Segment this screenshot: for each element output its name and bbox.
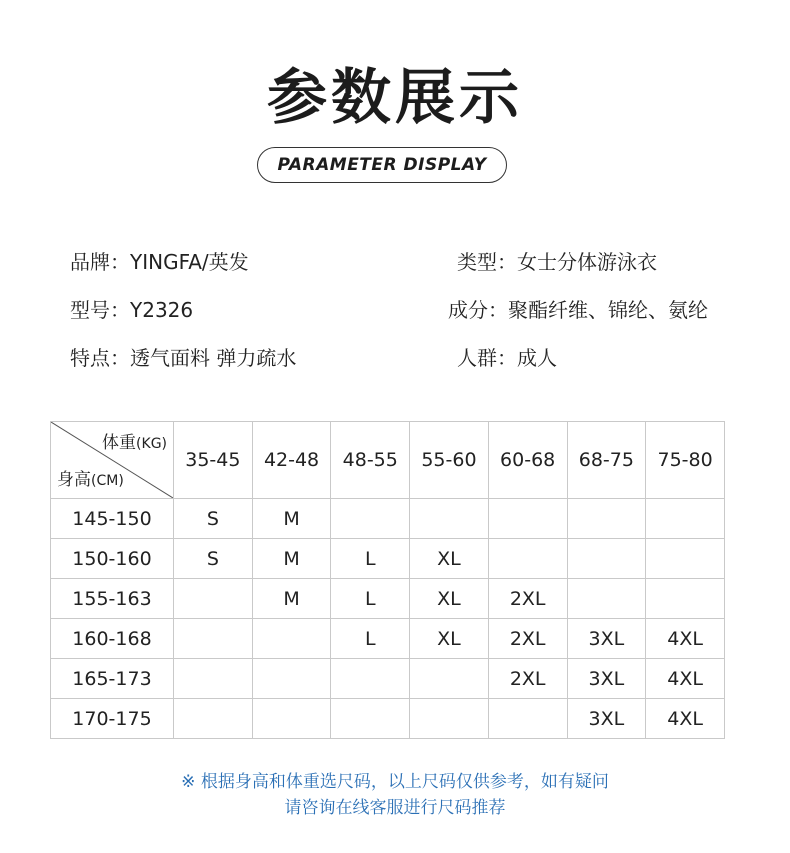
spec-type — [457, 248, 657, 276]
page-title: 参数展示 — [267, 63, 523, 133]
size-cell: 3XL — [567, 619, 646, 659]
size-cell: L — [331, 579, 410, 619]
size-cell: S — [174, 539, 253, 579]
size-cell: XL — [410, 579, 489, 619]
height-row-header: 150-160 — [51, 539, 174, 579]
size-cell: 2XL — [488, 619, 567, 659]
size-cell — [488, 699, 567, 739]
height-row-header: 160-168 — [51, 619, 174, 659]
height-row-header: 145-150 — [51, 499, 174, 539]
corner-height-unit: (CM) — [91, 473, 124, 489]
size-cell: XL — [410, 539, 489, 579]
size-table — [50, 421, 725, 739]
subtitle-text: PARAMETER DISPLAY — [277, 155, 487, 175]
size-table-header-row — [51, 422, 725, 499]
size-cell: 4XL — [646, 619, 725, 659]
corner-height-label — [57, 465, 124, 490]
spec-brand — [70, 248, 249, 276]
spec-model-value: Y2326 — [130, 298, 194, 322]
table-row — [51, 499, 725, 539]
size-cell — [252, 699, 331, 739]
spec-material-value: 聚酯纤维、锦纶、氨纶 — [508, 298, 708, 322]
size-cell: L — [331, 619, 410, 659]
size-cell: M — [252, 539, 331, 579]
size-cell — [252, 659, 331, 699]
weight-column-header: 60-68 — [488, 422, 567, 499]
size-cell: 2XL — [488, 659, 567, 699]
spec-feature-value: 透气面料 弹力疏水 — [130, 346, 297, 370]
size-cell — [174, 699, 253, 739]
weight-column-header: 42-48 — [252, 422, 331, 499]
table-row — [51, 619, 725, 659]
weight-column-header: 48-55 — [331, 422, 410, 499]
corner-weight-unit: (KG) — [136, 436, 167, 452]
size-cell — [410, 659, 489, 699]
size-cell: 2XL — [488, 579, 567, 619]
size-cell — [567, 579, 646, 619]
size-cell — [646, 499, 725, 539]
size-note-line-2: 请咨询在线客服进行尺码推荐 — [284, 798, 506, 818]
size-table-corner — [51, 422, 174, 499]
size-cell — [646, 579, 725, 619]
size-cell: 3XL — [567, 699, 646, 739]
size-cell: XL — [410, 619, 489, 659]
size-cell: M — [252, 579, 331, 619]
size-cell: 4XL — [646, 659, 725, 699]
corner-height-text: 身高 — [57, 470, 91, 490]
spec-material-label: 成分： — [448, 298, 508, 322]
size-cell — [646, 539, 725, 579]
weight-column-header: 35-45 — [174, 422, 253, 499]
table-row — [51, 579, 725, 619]
weight-column-header: 68-75 — [567, 422, 646, 499]
size-cell: M — [252, 499, 331, 539]
table-row — [51, 539, 725, 579]
size-cell — [567, 539, 646, 579]
height-row-header: 165-173 — [51, 659, 174, 699]
spec-brand-value: YINGFA/英发 — [130, 250, 249, 274]
size-cell — [174, 659, 253, 699]
size-cell: 4XL — [646, 699, 725, 739]
size-cell — [331, 699, 410, 739]
table-row — [51, 699, 725, 739]
size-cell — [331, 499, 410, 539]
table-row — [51, 659, 725, 699]
corner-weight-label — [102, 428, 167, 453]
size-cell — [174, 619, 253, 659]
spec-material — [448, 296, 708, 324]
spec-type-label: 类型： — [457, 250, 517, 274]
size-cell — [410, 699, 489, 739]
size-cell — [174, 579, 253, 619]
spec-type-value: 女士分体游泳衣 — [517, 250, 657, 274]
spec-crowd-value: 成人 — [517, 346, 557, 370]
spec-model — [70, 296, 193, 324]
size-cell — [410, 499, 489, 539]
size-cell — [567, 499, 646, 539]
size-cell — [331, 659, 410, 699]
spec-model-label: 型号： — [70, 298, 130, 322]
height-row-header: 155-163 — [51, 579, 174, 619]
spec-crowd — [457, 344, 557, 372]
subtitle-badge — [257, 147, 507, 183]
spec-feature-label: 特点： — [70, 346, 130, 370]
height-row-header: 170-175 — [51, 699, 174, 739]
weight-column-header: 75-80 — [646, 422, 725, 499]
size-cell — [488, 539, 567, 579]
size-cell — [488, 499, 567, 539]
spec-crowd-label: 人群： — [457, 346, 517, 370]
size-cell: S — [174, 499, 253, 539]
corner-weight-text: 体重 — [102, 433, 137, 453]
size-cell — [252, 619, 331, 659]
spec-feature — [70, 344, 296, 372]
spec-brand-label: 品牌： — [70, 250, 130, 274]
size-cell: L — [331, 539, 410, 579]
weight-column-header: 55-60 — [410, 422, 489, 499]
size-cell: 3XL — [567, 659, 646, 699]
size-note-line-1: ※ 根据身高和体重选尺码，以上尺码仅供参考，如有疑问 — [181, 772, 609, 792]
